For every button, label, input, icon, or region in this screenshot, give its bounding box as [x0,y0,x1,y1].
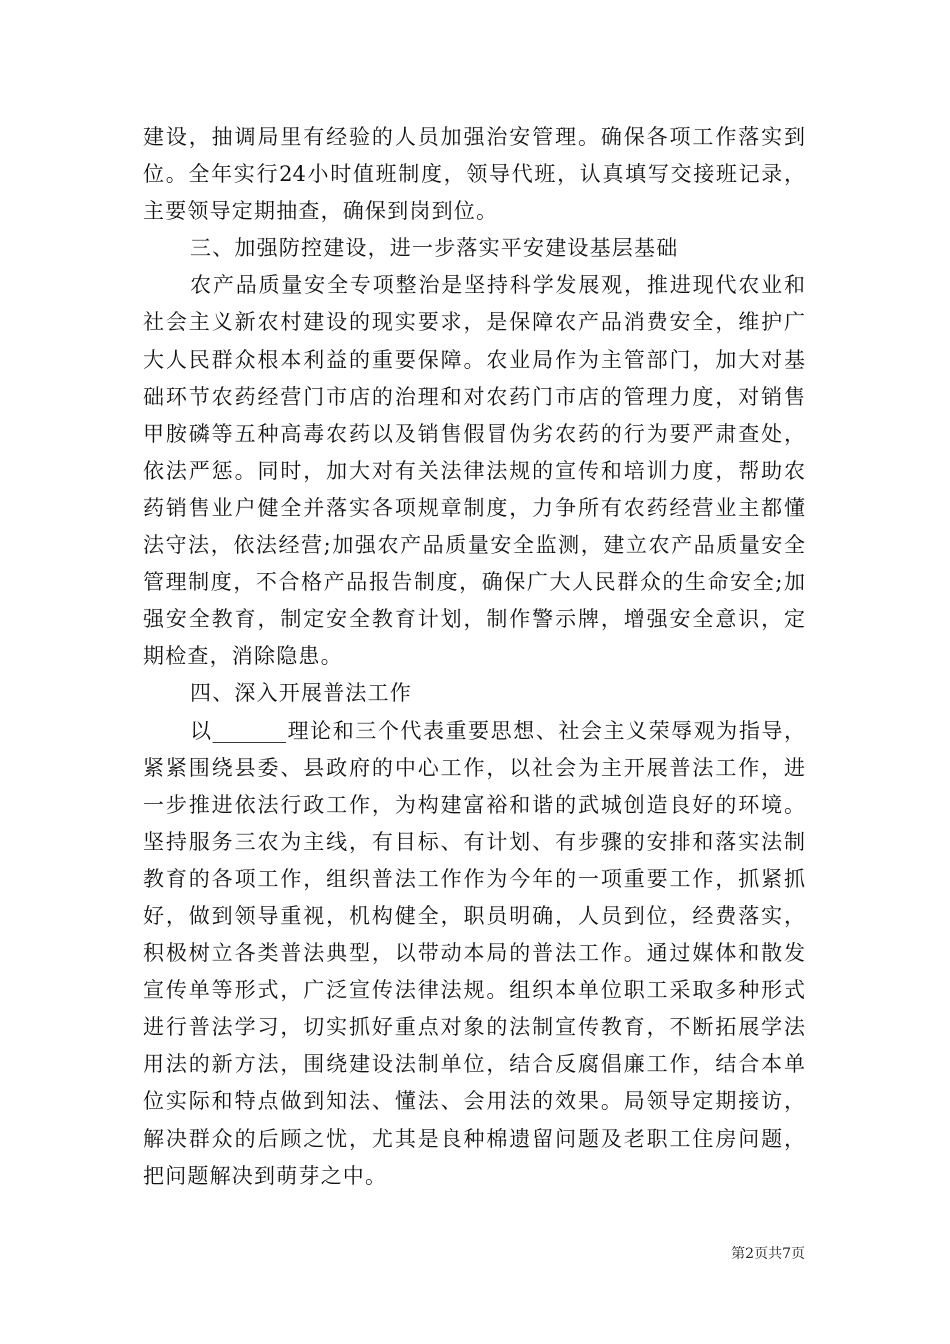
document-body [143,119,805,1195]
text-line: 宣传单等形式，广泛宣传法律法规。组织本单位职工采取多种形式 [143,978,805,1003]
text-line: 解决群众的后顾之忧，尤其是良种棉遗留问题及老职工住房问题， [143,1126,805,1151]
text-line: 积极树立各类普法典型，以带动本局的普法工作。通过媒体和散发 [143,941,805,966]
text-line: 进行普法学习，切实抓好重点对象的法制宣传教育，不断拓展学法 [143,1015,805,1040]
text-line: 期检查，消除隐患。 [143,644,343,669]
text-line: 位。全年实行24小时值班制度，领导代班，认真填写交接班记录， [143,162,805,187]
text-line: 强安全教育，制定安全教育计划，制作警示牌，增强安全意识，定 [143,607,805,632]
text-line: 用法的新方法，围绕建设法制单位，结合反腐倡廉工作，结合本单 [143,1052,805,1077]
text-line: 把问题解决到萌芽之中。 [143,1163,388,1188]
text-line: 农产品质量安全专项整治是坚持科学发展观，推进现代农业和 [190,273,805,298]
text-line: 药销售业户健全并落实各项规章制度，力争所有农药经营业主都懂 [143,495,805,520]
text-line: 紧紧围绕县委、县政府的中心工作，以社会为主开展普法工作，进 [143,755,805,780]
text-line: 教育的各项工作，组织普法工作作为今年的一项重要工作，抓紧抓 [143,866,805,891]
text-line: 一步推进依法行政工作，为构建富裕和谐的武城创造良好的环境。 [143,792,805,817]
text-line: 法守法，依法经营;加强农产品质量安全监测，建立农产品质量安全 [143,533,805,558]
text-line: 主要领导定期抽查，确保到岗到位。 [143,199,499,224]
section-heading: 四、深入开展普法工作 [190,681,412,706]
section-heading: 三、加强防控建设，进一步落实平安建设基层基础 [190,236,679,261]
page-indicator: 第2页共7页 [731,1246,805,1262]
text-line: 甲胺磷等五种高毒农药以及销售假冒伪劣农药的行为要严肃查处， [143,421,805,446]
text-line: 建设，抽调局里有经验的人员加强治安管理。确保各项工作落实到 [143,125,805,149]
text-line: 位实际和特点做到知法、懂法、会用法的效果。局领导定期接访， [143,1089,805,1114]
text-line: 以_______理论和三个代表重要思想、社会主义荣辱观为指导， [190,718,805,743]
text-line: 好，做到领导重视，机构健全，职员明确，人员到位，经费落实， [143,903,805,928]
text-line: 依法严惩。同时，加大对有关法律法规的宣传和培训力度，帮助农 [143,458,805,483]
text-line: 础环节农药经营门市店的治理和对农药门市店的管理力度，对销售 [143,384,805,409]
text-line: 管理制度，不合格产品报告制度，确保广大人民群众的生命安全;加 [143,570,805,595]
text-line: 社会主义新农村建设的现实要求，是保障农产品消费安全，维护广 [143,310,805,335]
text-line: 坚持服务三农为主线，有目标、有计划、有步骤的安排和落实法制 [143,829,805,854]
text-line: 大人民群众根本利益的重要保障。农业局作为主管部门，加大对基 [143,347,805,372]
